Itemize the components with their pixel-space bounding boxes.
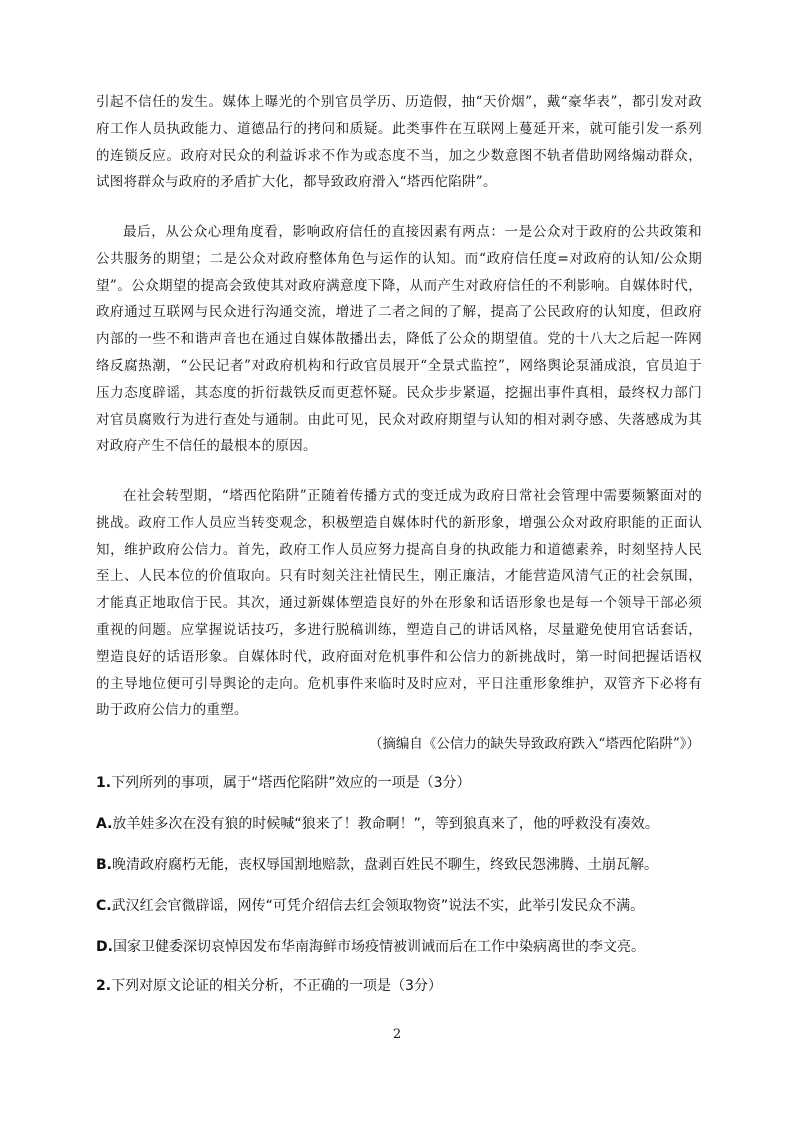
- option-text: 国家卫健委深切哀悼因发布华南海鲜市场疫情被训诫而后在工作中染病离世的李文亮。: [112, 939, 645, 955]
- question-number: 1.: [96, 775, 112, 791]
- option-b: [96, 854, 716, 876]
- option-letter: D.: [96, 939, 113, 955]
- question-2-stem: [96, 975, 716, 997]
- option-a: [96, 813, 716, 835]
- source-citation: （摘编自《公信力的缺失导致政府跌入“塔西佗陷阱”》）: [368, 736, 700, 752]
- option-text: 晚清政府腐朽无能，丧权辱国割地赔款，盘剥百姓民不聊生，终致民怨沸腾、土崩瓦解。: [112, 857, 658, 873]
- option-letter: A.: [96, 816, 113, 832]
- option-letter: C.: [96, 898, 112, 914]
- option-d: [96, 936, 716, 958]
- paragraph-1: 引起不信任的发生。媒体上曝光的个别官员学历、历造假，抽“天价烟”，戴“豪华表”，都引发对政府工作人员执政能力、道德品行的拷问和质疑。此类事件在互联网上蔓延开来，就可能引发一系列的连锁反应。政府对民众的利益诉求不作为或态度不当，加之少数意图不轨者借助网络煽动群众，试图将群众与政府的矛盾扩大化，都导致政府滑入“塔西佗陷阱”。: [96, 94, 702, 191]
- question-text: 下列所列的事项，属于“塔西佗陷阱”效应的一项是（3分）: [111, 775, 471, 791]
- question-number: 2.: [96, 978, 112, 994]
- question-1-stem: [96, 772, 716, 794]
- option-text: 武汉红会官微辟谣，网传“可凭介绍信去红会领取物资”说法不实，此举引发民众不满。: [111, 898, 645, 914]
- option-letter: B.: [96, 857, 112, 873]
- option-c: [96, 895, 716, 917]
- question-text: 下列对原文论证的相关分析，不正确的一项是（3分）: [111, 978, 442, 994]
- option-text: 放羊娃多次在没有狼的时候喊“狼来了！教命啊！”，等到狼真来了，他的呼救没有凑效。: [112, 816, 659, 832]
- page-number: 2: [392, 1027, 402, 1042]
- paragraph-2: 最后，从公众心理角度看，影响政府信任的直接因素有两点：一是公众对于政府的公共政策和公共服务的期望；二是公众对政府整体角色与运作的认知。而“政府信任度=对政府的认知/公众期望”。公众期望的提高会致使其对政府满意度下降，从而产生对政府信任的不利影响。自媒体时代，政府通过互联网与民众进行沟通交流，增进了二者之间的了解，提高了公民政府的认知度，但政府内部的一些不和谐声音也在通过自媒体散播出去，降低了公众的期望值。党的十八大之后起一阵网络反腐热潮，“公民记者”对政府机构和行政官员展开“全景式监控”，网络舆论泵涌成浪，官员迫于压力态度辟谣，其态度的折衍裁铁反而更惹怀疑。民众步步紧逼，挖掘出事件真相，最终权力部门对官员腐败行为进行查处与通制。由此可见，民众对政府期望与认知的相对剥夺感、失落感成为其对政府产生不信任的最根本的原因。: [96, 224, 702, 455]
- paragraph-3: 在社会转型期，“塔西佗陷阱”正随着传播方式的变迁成为政府日常社会管理中需要频繁面对的挑战。政府工作人员应当转变观念，积极塑造自媒体时代的新形象，增强公众对政府职能的正面认知，维护政府公信力。首先，政府工作人员应努力提高自身的执政能力和道德素养，时刻坚持人民至上、人民本位的价值取向。只有时刻关注社情民生，刚正廉洁，才能营造风清气正的社会氛围，才能真正地取信于民。其次，通过新媒体塑造良好的外在形象和话语形象也是每一个领导干部必须重视的问题。应掌握说话技巧，多进行脱稿训练，塑造自己的讲话风格，尽量避免使用官话套话，塑造良好的话语形象。自媒体时代，政府面对危机事件和公信力的新挑战时，第一时间把握话语权的主导地位便可引导舆论的走向。危机事件来临时及时应对，平日注重形象维护，双管齐下必将有助于政府公信力的重塑。: [96, 488, 702, 719]
